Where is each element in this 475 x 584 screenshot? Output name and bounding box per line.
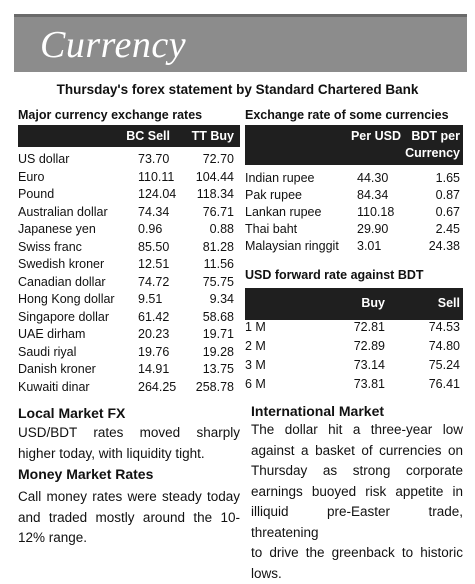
money-market-heading: Money Market Rates [18, 466, 153, 482]
bc-sell-value: 0.96 [138, 222, 162, 236]
tt-buy-value: 75.75 [203, 275, 234, 289]
local-fx-text [18, 423, 240, 464]
bdt-per-currency-value: 2.45 [436, 222, 460, 236]
currency-name: Saudi riyal [18, 345, 76, 359]
currency-name: Pak rupee [245, 188, 302, 202]
international-line: against a basket of currencies on [251, 441, 463, 462]
table-row [18, 257, 240, 273]
currency-name: Kuwaiti dinar [18, 380, 90, 394]
table-row [18, 345, 240, 361]
table-row [18, 292, 240, 308]
currency-name: Swiss franc [18, 240, 82, 254]
table-row [245, 171, 463, 187]
bc-sell-value: 20.23 [138, 327, 169, 341]
money-market-text [18, 487, 240, 549]
tt-buy-value: 72.70 [203, 152, 234, 166]
forward-col-buy: Buy [361, 296, 385, 310]
sell-value: 74.80 [429, 339, 460, 353]
major-col-tt-buy: TT Buy [192, 129, 234, 143]
term-label: 2 M [245, 339, 266, 353]
tt-buy-value: 76.71 [203, 205, 234, 219]
international-line: to drive the greenback to historic [251, 543, 463, 564]
forward-rates-header [245, 288, 463, 320]
bc-sell-value: 74.34 [138, 205, 169, 219]
currency-name: Malaysian ringgit [245, 239, 339, 253]
table-row [245, 205, 463, 221]
international-text [251, 420, 463, 584]
major-rates-title: Major currency exchange rates [18, 108, 202, 122]
money-market-line: and traded mostly around the 10- [18, 508, 240, 529]
bc-sell-value: 19.76 [138, 345, 169, 359]
currency-name: UAE dirham [18, 327, 85, 341]
table-row [245, 188, 463, 204]
per-usd-value: 110.18 [357, 205, 394, 219]
forward-col-sell: Sell [438, 296, 460, 310]
per-usd-value: 84.34 [357, 188, 388, 202]
table-row [18, 170, 240, 186]
international-line: illiquid pre-Easter trade, threatening [251, 502, 463, 543]
table-row [18, 380, 240, 396]
sell-value: 74.53 [429, 320, 460, 334]
tt-buy-value: 0.88 [210, 222, 234, 236]
international-line: The dollar hit a three-year low [251, 420, 463, 441]
table-row [245, 239, 463, 255]
table-row [18, 222, 240, 238]
tt-buy-value: 58.68 [203, 310, 234, 324]
local-fx-line: USD/BDT rates moved sharply [18, 423, 240, 444]
tt-buy-value: 9.34 [210, 292, 234, 306]
table-row [245, 339, 463, 355]
per-usd-value: 3.01 [357, 239, 381, 253]
bdt-per-currency-value: 24.38 [429, 239, 460, 253]
major-col-bc-sell: BC Sell [126, 129, 170, 143]
table-row [245, 358, 463, 374]
table-row [245, 377, 463, 393]
buy-value: 72.89 [354, 339, 385, 353]
international-line: lows. [251, 564, 463, 584]
tt-buy-value: 104.44 [196, 170, 234, 184]
buy-value: 73.14 [354, 358, 385, 372]
header-banner [14, 14, 467, 72]
forward-rates-title: USD forward rate against BDT [245, 268, 424, 282]
currency-name: Swedish kroner [18, 257, 104, 271]
currency-name: Australian dollar [18, 205, 108, 219]
bc-sell-value: 264.25 [138, 380, 176, 394]
exchange-rates-header [245, 125, 463, 165]
table-row [18, 205, 240, 221]
sell-value: 75.24 [429, 358, 460, 372]
table-row [18, 240, 240, 256]
bc-sell-value: 124.04 [138, 187, 176, 201]
tt-buy-value: 258.78 [196, 380, 234, 394]
bc-sell-value: 85.50 [138, 240, 169, 254]
table-row [18, 327, 240, 343]
tt-buy-value: 118.34 [197, 187, 234, 201]
sell-value: 76.41 [429, 377, 460, 391]
headline: Thursday's forex statement by Standard Chartered Bank [0, 82, 475, 97]
currency-name: Hong Kong dollar [18, 292, 115, 306]
bdt-per-currency-value: 0.87 [436, 188, 460, 202]
currency-name: Lankan rupee [245, 205, 321, 219]
bc-sell-value: 9.51 [138, 292, 162, 306]
bc-sell-value: 74.72 [138, 275, 169, 289]
currency-name: Danish kroner [18, 362, 96, 376]
page-title: Currency [40, 23, 186, 67]
bdt-per-currency-value: 1.65 [436, 171, 460, 185]
per-usd-value: 29.90 [357, 222, 388, 236]
currency-name: Singapore dollar [18, 310, 109, 324]
term-label: 3 M [245, 358, 266, 372]
international-heading: International Market [251, 403, 384, 419]
buy-value: 73.81 [354, 377, 385, 391]
table-row [245, 320, 463, 336]
buy-value: 72.81 [354, 320, 385, 334]
currency-name: Canadian dollar [18, 275, 106, 289]
table-row [245, 222, 463, 238]
money-market-line: Call money rates were steady today [18, 487, 240, 508]
table-row [18, 362, 240, 378]
currency-name: Japanese yen [18, 222, 96, 236]
currency-name: Euro [18, 170, 44, 184]
table-row [18, 187, 240, 203]
table-row [18, 152, 240, 168]
currency-name: Indian rupee [245, 171, 315, 185]
table-row [18, 275, 240, 291]
local-fx-heading: Local Market FX [18, 405, 125, 421]
major-rates-header [18, 125, 240, 147]
exchange-col-bdt-line1: BDT per [411, 129, 460, 143]
local-fx-line: higher today, with liquidity tight. [18, 444, 240, 465]
bdt-per-currency-value: 0.67 [436, 205, 460, 219]
bc-sell-value: 61.42 [138, 310, 169, 324]
bc-sell-value: 14.91 [138, 362, 169, 376]
bc-sell-value: 110.11 [138, 170, 174, 184]
international-line: earnings buoyed risk appetite in [251, 482, 463, 503]
international-line: Thursday as strong corporate [251, 461, 463, 482]
term-label: 1 M [245, 320, 266, 334]
tt-buy-value: 19.28 [203, 345, 234, 359]
per-usd-value: 44.30 [357, 171, 388, 185]
currency-name: Pound [18, 187, 54, 201]
tt-buy-value: 13.75 [203, 362, 234, 376]
term-label: 6 M [245, 377, 266, 391]
tt-buy-value: 81.28 [203, 240, 234, 254]
table-row [18, 310, 240, 326]
exchange-col-bdt-line2: Currency [405, 146, 460, 160]
tt-buy-value: 11.56 [204, 257, 234, 271]
tt-buy-value: 19.71 [203, 327, 234, 341]
bc-sell-value: 12.51 [138, 257, 169, 271]
currency-name: US dollar [18, 152, 69, 166]
money-market-line: 12% range. [18, 528, 240, 549]
exchange-col-per-usd: Per USD [351, 129, 401, 143]
currency-name: Thai baht [245, 222, 297, 236]
bc-sell-value: 73.70 [138, 152, 169, 166]
exchange-rates-title: Exchange rate of some currencies [245, 108, 449, 122]
